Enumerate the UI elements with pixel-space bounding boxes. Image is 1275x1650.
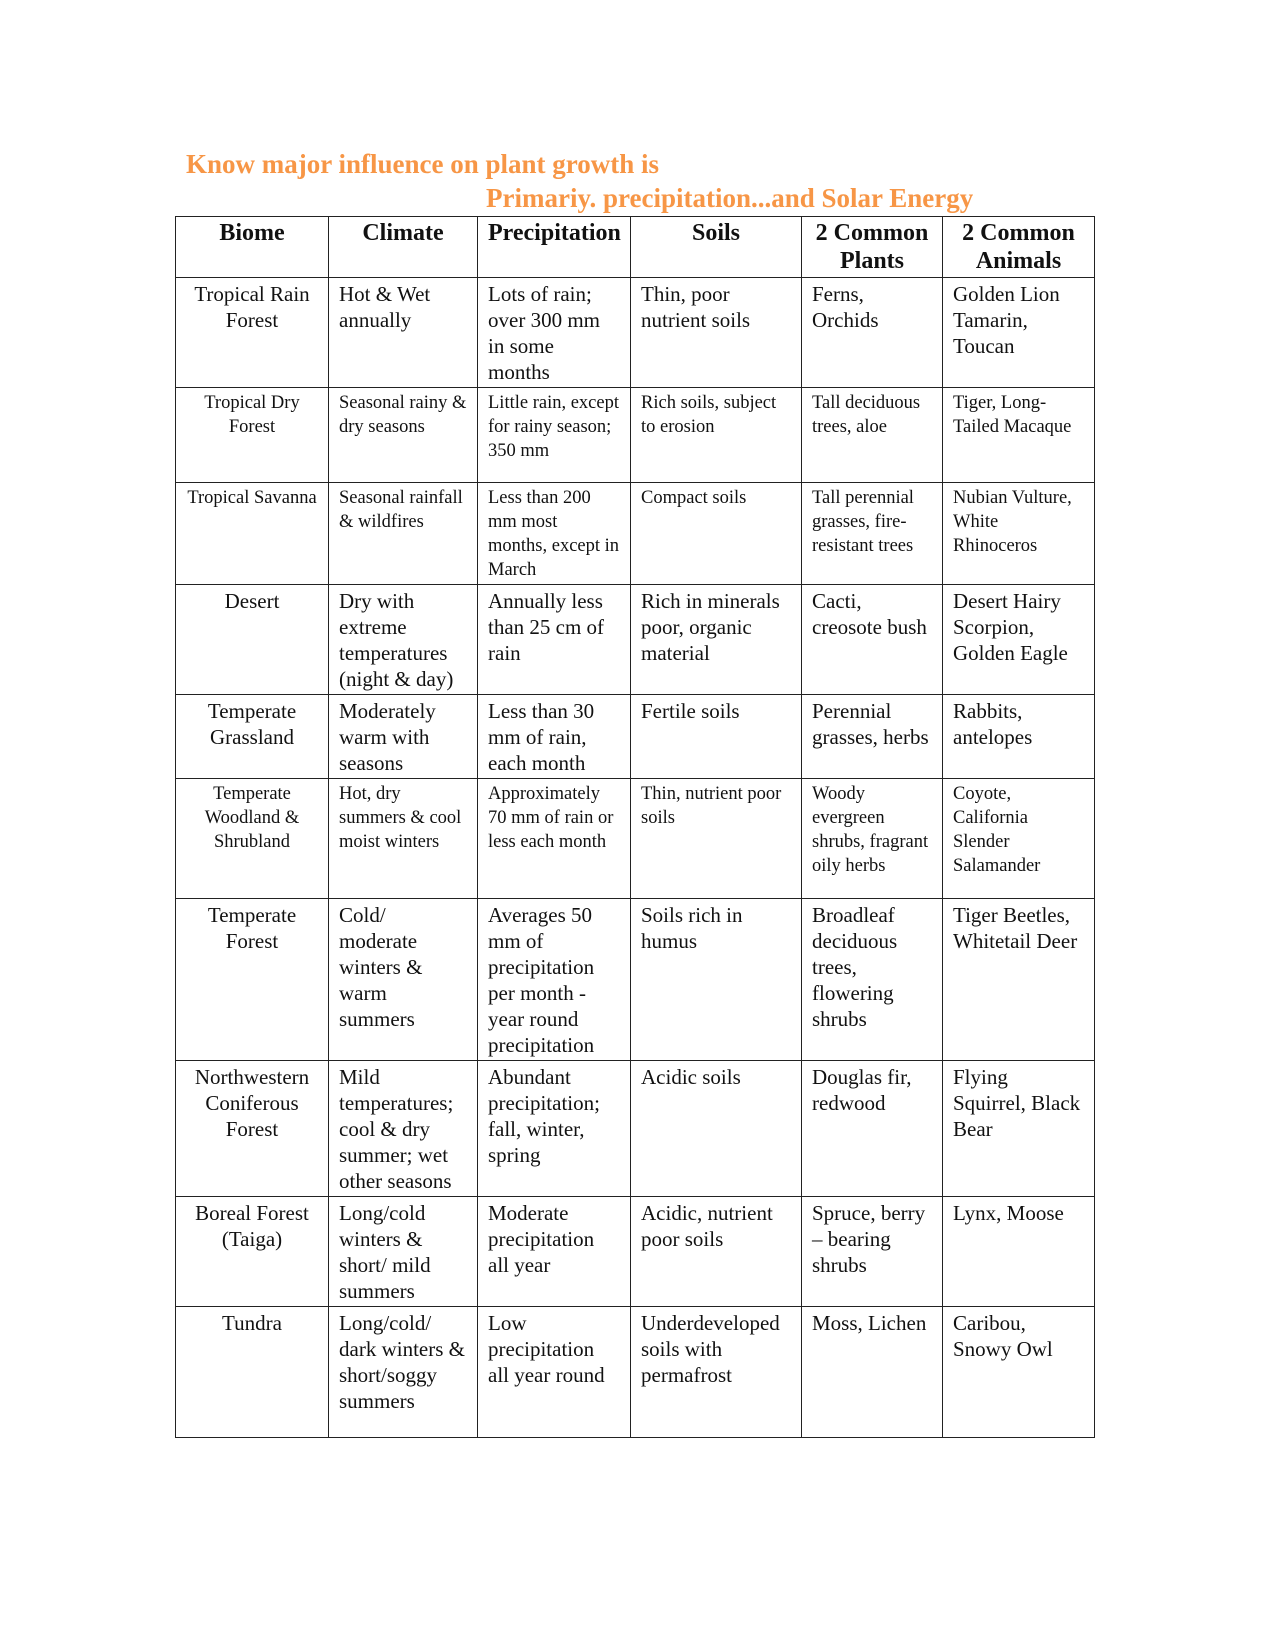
cell-plants: Broadleaf deciduous trees, flowering shrubs	[802, 899, 943, 1061]
cell-soils: Thin, poor nutrient soils	[631, 278, 802, 388]
table-row	[176, 899, 1095, 1061]
cell-biome: Boreal Forest (Taiga)	[176, 1197, 329, 1307]
table-row	[176, 1197, 1095, 1307]
cell-biome: Temperate Woodland & Shrubland	[176, 779, 329, 899]
cell-climate: Cold/ moderate winters & warm summers	[329, 899, 478, 1061]
cell-soils: Acidic, nutrient poor soils	[631, 1197, 802, 1307]
heading-line-1: Know major influence on plant growth is	[186, 149, 660, 179]
table-row	[176, 585, 1095, 695]
cell-soils: Soils rich in humus	[631, 899, 802, 1061]
heading-line-2: Primariy. precipitation...and Solar Energy	[486, 183, 974, 213]
cell-plants: Woody evergreen shrubs, fragrant oily herbs	[802, 779, 943, 899]
cell-soils: Underdeveloped soils with permafrost	[631, 1307, 802, 1438]
cell-climate: Hot, dry summers & cool moist winters	[329, 779, 478, 899]
header-plants-line1: 2 Common	[815, 220, 929, 246]
table-row	[176, 695, 1095, 779]
cell-climate: Hot & Wet annually	[329, 278, 478, 388]
cell-climate: Seasonal rainy & dry seasons	[329, 388, 478, 483]
cell-precipitation: Moderate precipitation all year	[478, 1197, 631, 1307]
cell-climate: Moderately warm with seasons	[329, 695, 478, 779]
biome-table	[175, 216, 1095, 1438]
header-biome: Biome	[176, 217, 329, 278]
cell-plants: Ferns, Orchids	[802, 278, 943, 388]
cell-animals: Desert Hairy Scorpion, Golden Eagle	[943, 585, 1095, 695]
cell-biome: Temperate Grassland	[176, 695, 329, 779]
cell-soils: Thin, nutrient poor soils	[631, 779, 802, 899]
cell-animals: Flying Squirrel, Black Bear	[943, 1061, 1095, 1197]
cell-climate: Mild temperatures; cool & dry summer; wet other seasons	[329, 1061, 478, 1197]
header-animals-line2: Animals	[975, 248, 1062, 274]
cell-precipitation: Annually less than 25 cm of rain	[478, 585, 631, 695]
cell-animals: Tiger, Long-Tailed Macaque	[943, 388, 1095, 483]
cell-soils: Rich soils, subject to erosion	[631, 388, 802, 483]
table-row	[176, 779, 1095, 899]
cell-precipitation: Little rain, except for rainy season; 350 mm	[478, 388, 631, 483]
header-animals-line1: 2 Common	[962, 220, 1075, 246]
cell-biome: Tundra	[176, 1307, 329, 1438]
cell-biome: Northwestern Coniferous Forest	[176, 1061, 329, 1197]
cell-animals: Tiger Beetles, Whitetail Deer	[943, 899, 1095, 1061]
cell-plants: Moss, Lichen	[802, 1307, 943, 1438]
cell-animals: Golden Lion Tamarin, Toucan	[943, 278, 1095, 388]
cell-precipitation: Abundant precipitation; fall, winter, spring	[478, 1061, 631, 1197]
cell-precipitation: Low precipitation all year round	[478, 1307, 631, 1438]
cell-precipitation: Averages 50 mm of precipitation per month - year round precipitation	[478, 899, 631, 1061]
header-plants-line2: Plants	[839, 248, 904, 274]
cell-plants: Douglas fir, redwood	[802, 1061, 943, 1197]
cell-climate: Seasonal rainfall & wildfires	[329, 483, 478, 585]
cell-climate: Long/cold winters & short/ mild summers	[329, 1197, 478, 1307]
cell-animals: Rabbits, antelopes	[943, 695, 1095, 779]
table-row	[176, 1061, 1095, 1197]
cell-biome: Tropical Rain Forest	[176, 278, 329, 388]
cell-plants: Perennial grasses, herbs	[802, 695, 943, 779]
cell-precipitation: Lots of rain; over 300 mm in some months	[478, 278, 631, 388]
cell-biome: Temperate Forest	[176, 899, 329, 1061]
table-row	[176, 483, 1095, 585]
cell-plants: Tall deciduous trees, aloe	[802, 388, 943, 483]
cell-climate: Dry with extreme temperatures (night & day)	[329, 585, 478, 695]
cell-biome: Tropical Savanna	[176, 483, 329, 585]
cell-precipitation: Approximately 70 mm of rain or less each month	[478, 779, 631, 899]
header-soils: Soils	[631, 217, 802, 278]
cell-soils: Acidic soils	[631, 1061, 802, 1197]
header-animals	[943, 217, 1095, 278]
cell-animals: Caribou, Snowy Owl	[943, 1307, 1095, 1438]
header-plants	[802, 217, 943, 278]
cell-precipitation: Less than 200 mm most months, except in March	[478, 483, 631, 585]
cell-animals: Lynx, Moose	[943, 1197, 1095, 1307]
cell-biome: Tropical Dry Forest	[176, 388, 329, 483]
table-header-row	[176, 217, 1095, 278]
table-row	[176, 388, 1095, 483]
cell-plants: Tall perennial grasses, fire-resistant trees	[802, 483, 943, 585]
header-climate: Climate	[329, 217, 478, 278]
cell-plants: Cacti, creosote bush	[802, 585, 943, 695]
cell-animals: Coyote, California Slender Salamander	[943, 779, 1095, 899]
header-precipitation: Precipitation	[478, 217, 631, 278]
table-row	[176, 278, 1095, 388]
cell-soils: Rich in minerals poor, organic material	[631, 585, 802, 695]
cell-climate: Long/cold/ dark winters & short/soggy summers	[329, 1307, 478, 1438]
cell-soils: Compact soils	[631, 483, 802, 585]
table-row	[176, 1307, 1095, 1438]
cell-precipitation: Less than 30 mm of rain, each month	[478, 695, 631, 779]
cell-animals: Nubian Vulture, White Rhinoceros	[943, 483, 1095, 585]
cell-plants: Spruce, berry – bearing shrubs	[802, 1197, 943, 1307]
cell-biome: Desert	[176, 585, 329, 695]
cell-soils: Fertile soils	[631, 695, 802, 779]
